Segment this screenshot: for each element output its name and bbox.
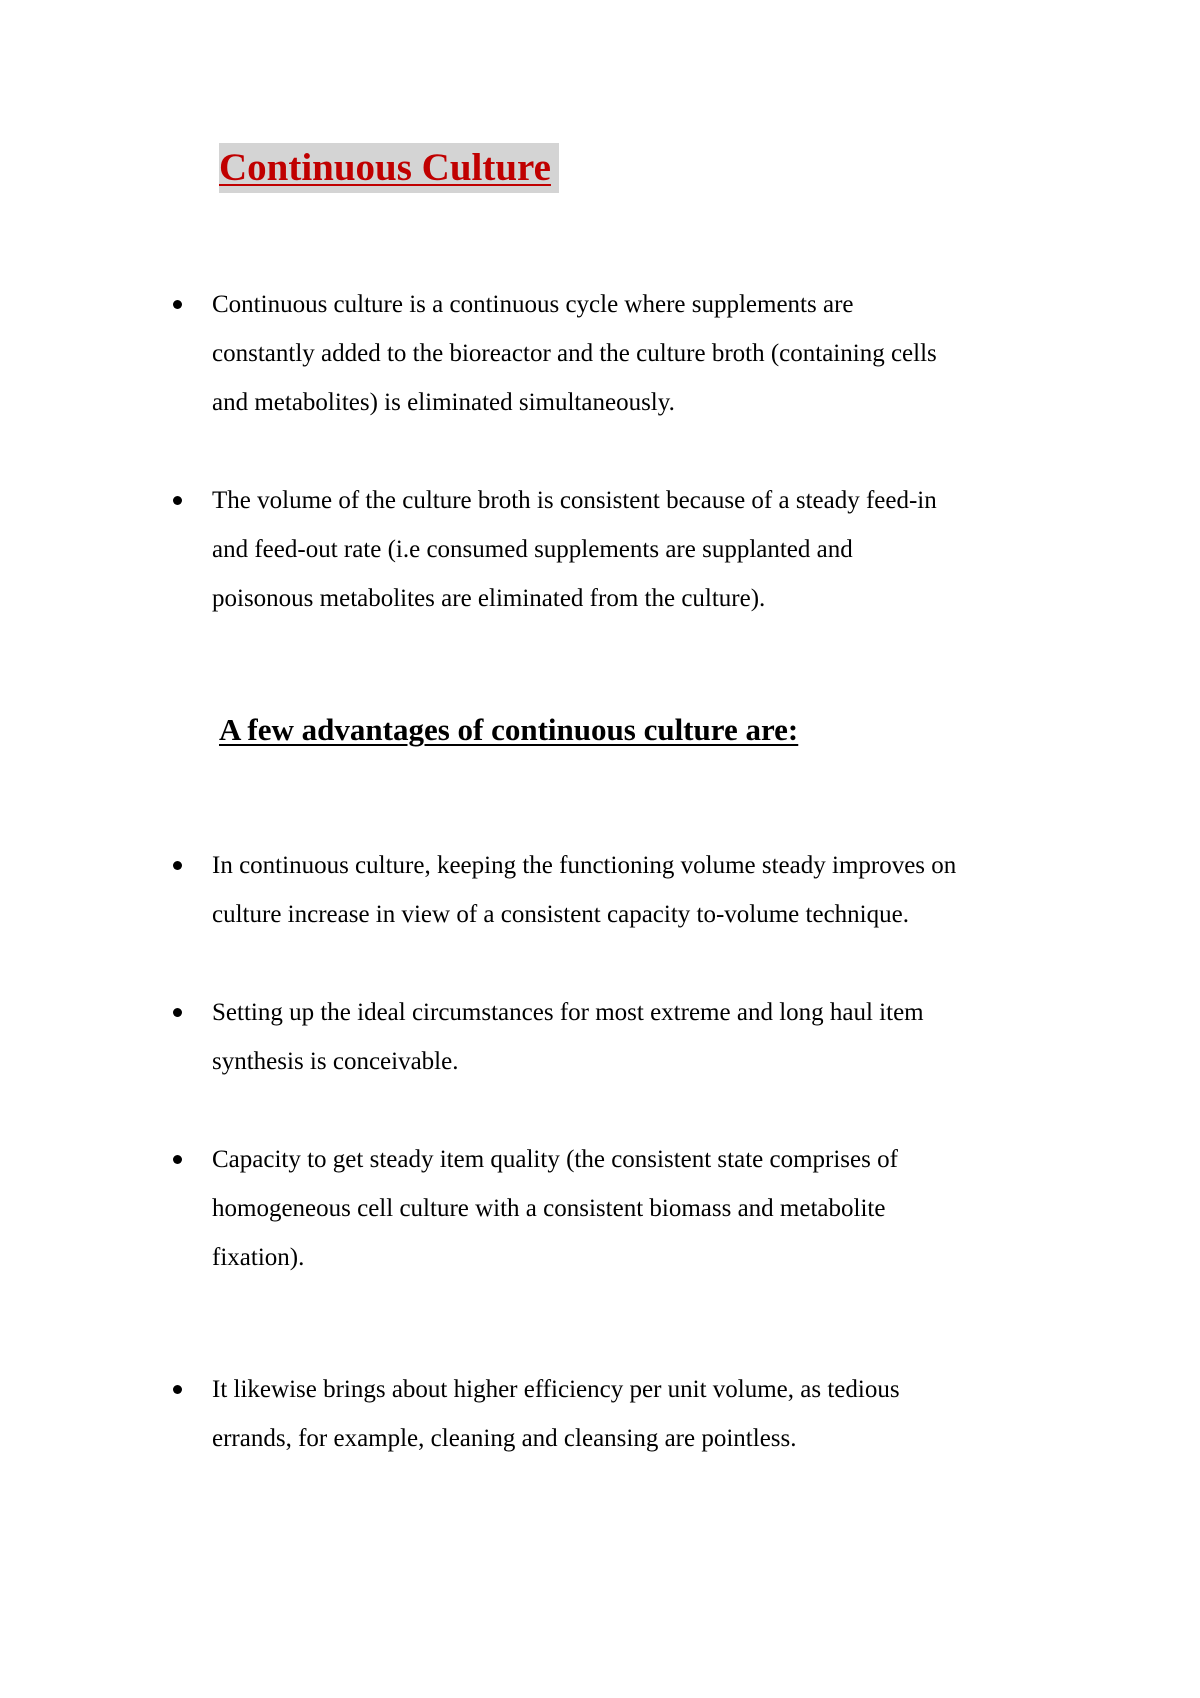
bullet-text bbox=[212, 476, 1092, 623]
bullet-text bbox=[212, 280, 1092, 427]
bullet-line: and metabolites) is eliminated simultaneously. bbox=[212, 389, 675, 416]
bullet-line: Continuous culture is a continuous cycle where supplements are bbox=[212, 291, 854, 318]
bullet-line: It likewise brings about higher efficiency per unit volume, as tedious bbox=[212, 1376, 900, 1403]
bullet-icon bbox=[173, 300, 182, 309]
document-title: Continuous Culture bbox=[219, 143, 559, 193]
bullet-line: fixation). bbox=[212, 1244, 305, 1271]
bullet-icon bbox=[173, 861, 182, 870]
bullet-line: constantly added to the bioreactor and the culture broth (containing cells bbox=[212, 340, 937, 367]
bullet-line: In continuous culture, keeping the functioning volume steady improves on bbox=[212, 852, 957, 879]
bullet-line: culture increase in view of a consistent capacity to-volume technique. bbox=[212, 901, 909, 928]
bullet-line: errands, for example, cleaning and cleansing are pointless. bbox=[212, 1425, 797, 1452]
bullet-icon bbox=[173, 1008, 182, 1017]
bullet-icon bbox=[173, 1385, 182, 1394]
bullet-icon bbox=[173, 1155, 182, 1164]
bullet-line: The volume of the culture broth is consistent because of a steady feed-in bbox=[212, 487, 937, 514]
advantages-heading: A few advantages of continuous culture are: bbox=[219, 712, 799, 747]
bullet-text bbox=[212, 1365, 1092, 1463]
bullet-line: poisonous metabolites are eliminated from the culture). bbox=[212, 585, 766, 612]
bullet-line: synthesis is conceivable. bbox=[212, 1048, 459, 1075]
bullet-icon bbox=[173, 496, 182, 505]
bullet-line: homogeneous cell culture with a consistent biomass and metabolite bbox=[212, 1195, 886, 1222]
bullet-text bbox=[212, 1135, 1092, 1282]
bullet-line: and feed-out rate (i.e consumed supplements are supplanted and bbox=[212, 536, 853, 563]
bullet-text bbox=[212, 988, 1092, 1086]
bullet-line: Capacity to get steady item quality (the consistent state comprises of bbox=[212, 1146, 898, 1173]
bullet-text bbox=[212, 841, 1092, 939]
bullet-line: Setting up the ideal circumstances for most extreme and long haul item bbox=[212, 999, 924, 1026]
